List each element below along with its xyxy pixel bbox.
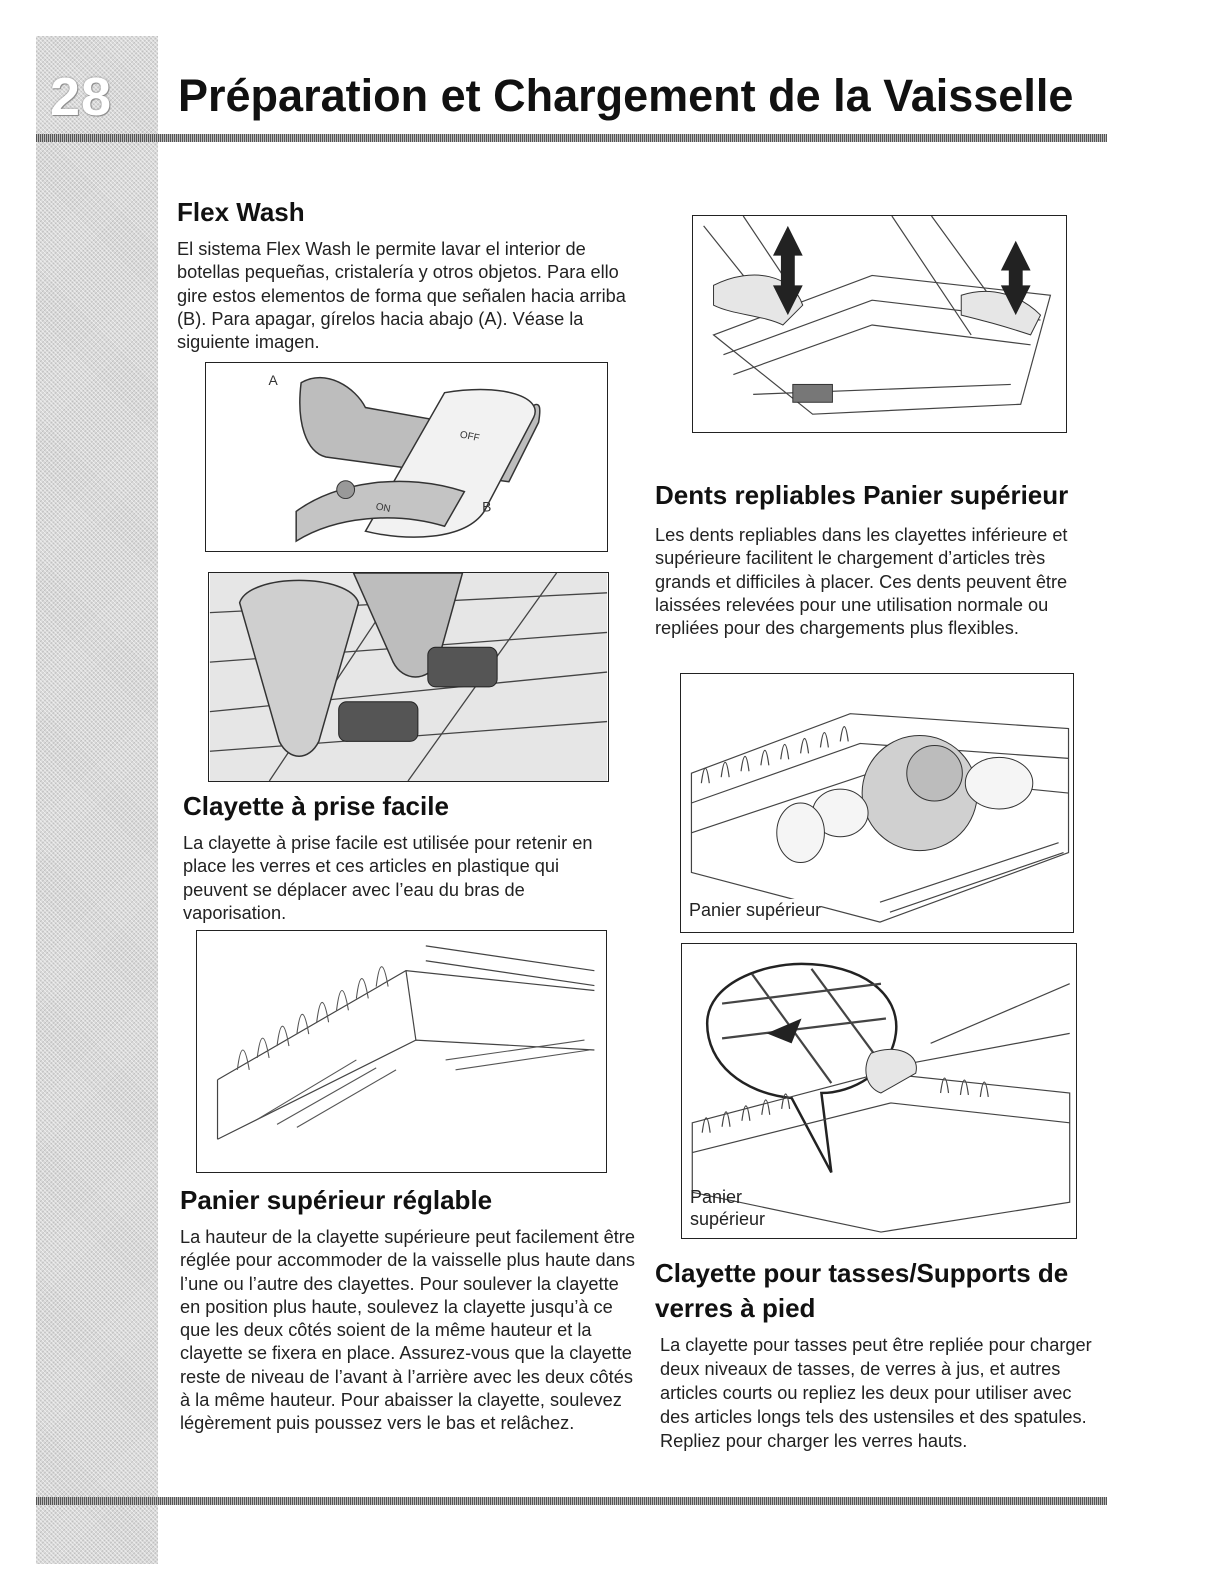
bottle-rack-illustration xyxy=(209,573,608,781)
clayette-tasses-heading: Clayette pour tasses/Supports de verres à pied xyxy=(655,1258,1069,1323)
bottle-rack-figure xyxy=(208,572,609,782)
flex-wash-figure xyxy=(205,362,608,552)
clayette-prise-paragraph: La clayette à prise facile est utilisée pour retenir en place les verres et ces articles en plastique qui peuvent se déplacer avec l’eau du bras de vaporisation. xyxy=(183,833,593,923)
cup-shelf-figure xyxy=(681,943,1077,1239)
panier-reglable-paragraph: La hauteur de la clayette supérieure peut facilement être réglée pour accommoder de la vaisselle plus haute dans l’une ou l’autre des clayettes. Pour soulever la clayette en position plus haute, soulevez la clayette jusqu’à ce que les deux côtés soient de la même hauteur et la clayette se fixera en place. Assurez-vous que la clayette reste de niveau de l’avant à l’arrière avec les deux côtés à la même hauteur. Pour abaisser la clayette, soulevez légèrement puis poussez vers le bas et relâchez. xyxy=(180,1227,635,1434)
flex-wash-illustration xyxy=(206,363,607,551)
header-rule xyxy=(36,134,1107,142)
flex-wash-heading: Flex Wash xyxy=(177,197,305,227)
flex-wash-paragraph: El sistema Flex Wash le permite lavar el interior de botellas pequeñas, cristalería y otros objetos. Para ello gire estos elementos de forma que señalen hacia arriba (B). Para apagar, gírelos hacia abajo (A). Véase la siguiente imagen. xyxy=(177,239,626,353)
page-title: Préparation et Chargement de la Vaisselle xyxy=(178,70,1074,121)
label-b: B xyxy=(482,498,492,515)
dents-repliables-paragraph: Les dents repliables dans les clayettes inférieure et supérieure facilitent le chargement d’articles très grands et difficiles à placer. Ces dents peuvent être laissées relevées pour une utilisation normale ou repliées pour des chargements plus flexibles. xyxy=(655,525,1068,639)
label-a: A xyxy=(268,371,278,388)
adjustable-rack-figure xyxy=(692,215,1067,433)
dents-repliables-heading: Dents repliables Panier supérieur xyxy=(655,480,1069,510)
cup-shelf-label-line1: Panier xyxy=(690,1187,743,1207)
side-strip xyxy=(36,36,158,1564)
easy-grip-rack-figure xyxy=(196,930,607,1173)
clayette-prise-heading: Clayette à prise facile xyxy=(183,791,449,821)
adjustable-rack-illustration xyxy=(693,216,1066,432)
panier-reglable-heading: Panier supérieur réglable xyxy=(180,1185,493,1215)
top-rack-dishes-illustration xyxy=(681,674,1073,932)
label-off: OFF xyxy=(458,429,481,445)
top-rack-label: Panier supérieur xyxy=(689,900,822,920)
label-on: ON xyxy=(374,501,392,515)
footer-rule xyxy=(36,1497,1107,1505)
top-rack-dishes-figure xyxy=(680,673,1074,933)
easy-grip-rack-illustration xyxy=(197,931,606,1172)
clayette-tasses-paragraph: La clayette pour tasses peut être repliée pour charger deux niveaux de tasses, de verres à jus, et autres articles courts ou repliez les deux pour utiliser avec des articles longs tels des ustensiles et des spatules. Repliez pour charger les verres hauts. xyxy=(660,1335,1092,1451)
cup-shelf-label-line2: supérieur xyxy=(690,1209,766,1229)
page-number: 28 xyxy=(50,67,113,127)
